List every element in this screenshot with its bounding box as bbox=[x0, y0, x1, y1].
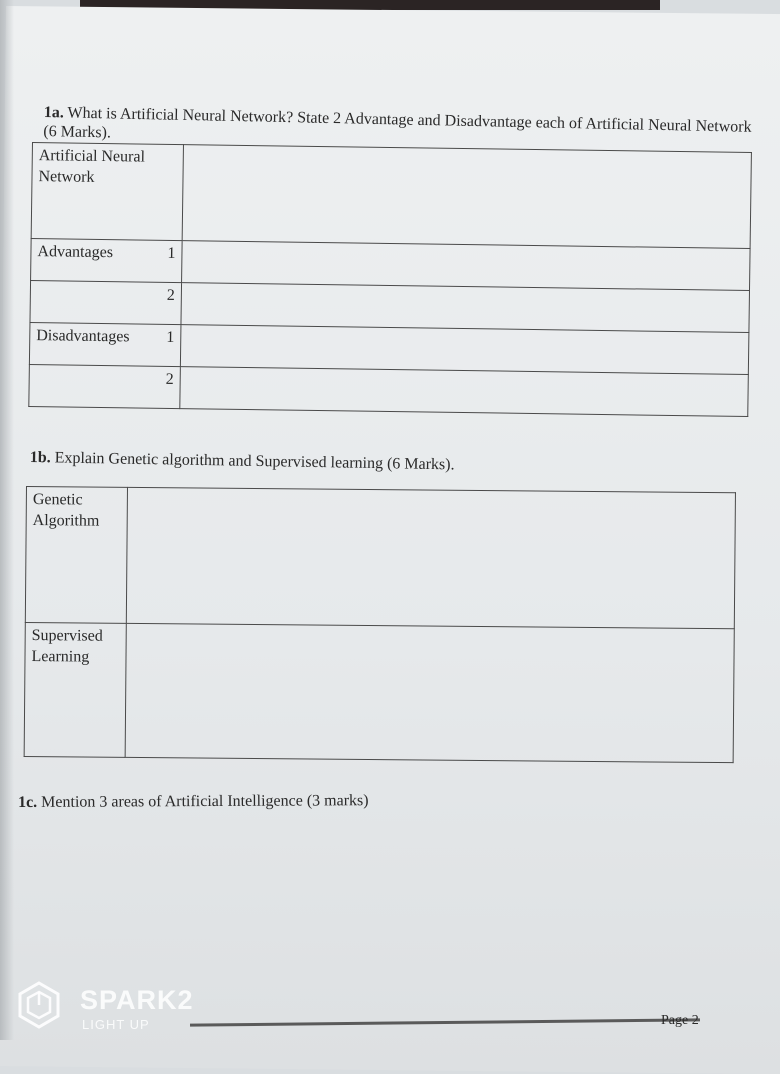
label-disadvantages bbox=[29, 322, 181, 366]
label-disadvantage-2-cell bbox=[29, 364, 181, 408]
label-disadvantage-1: 1 bbox=[166, 328, 175, 347]
question-1c bbox=[18, 789, 718, 812]
question-1a-text: What is Artificial Neural Network? State 2 Advantage and Disadvantage each of Artificial Neural Network (6 Marks). bbox=[43, 104, 752, 142]
spark-logo-icon bbox=[14, 980, 64, 1030]
label-advantage-1: 1 bbox=[167, 244, 176, 263]
answer-table-1a bbox=[28, 142, 752, 417]
watermark-brand: SPARK2 bbox=[80, 985, 194, 1015]
question-1c-number: 1c. bbox=[18, 793, 38, 811]
label-advantages bbox=[31, 238, 183, 282]
label-artificial-neural-network: Artificial Neural Network bbox=[31, 143, 183, 241]
answer-cell-genetic-algorithm[interactable] bbox=[126, 487, 735, 628]
answer-cell-supervised-learning[interactable] bbox=[125, 623, 734, 762]
question-1b-number: 1b. bbox=[29, 448, 51, 467]
question-1b-text: Explain Genetic algorithm and Supervised learning (6 Marks). bbox=[54, 449, 455, 474]
label-supervised-learning: Supervised Learning bbox=[24, 622, 126, 757]
label-advantage-2: 2 bbox=[166, 286, 175, 305]
answer-cell-ann[interactable] bbox=[182, 145, 751, 249]
label-disadvantage-2: 2 bbox=[165, 370, 174, 389]
page-number: Page 2 bbox=[661, 1013, 699, 1028]
answer-cell-disadvantage-2[interactable] bbox=[180, 367, 749, 417]
watermark-tagline: LIGHT UP bbox=[82, 1017, 150, 1032]
label-advantages-text: Advantages bbox=[37, 243, 114, 262]
label-advantage-2-cell bbox=[30, 280, 182, 324]
question-1c-text: Mention 3 areas of Artificial Intelligence (3 marks) bbox=[41, 792, 369, 811]
paper-left-shadow bbox=[0, 0, 14, 1040]
label-genetic-algorithm: Genetic Algorithm bbox=[25, 487, 127, 624]
answer-table-1b bbox=[24, 486, 736, 763]
label-disadvantages-text: Disadvantages bbox=[36, 327, 130, 346]
question-1a-number: 1a. bbox=[43, 103, 64, 122]
